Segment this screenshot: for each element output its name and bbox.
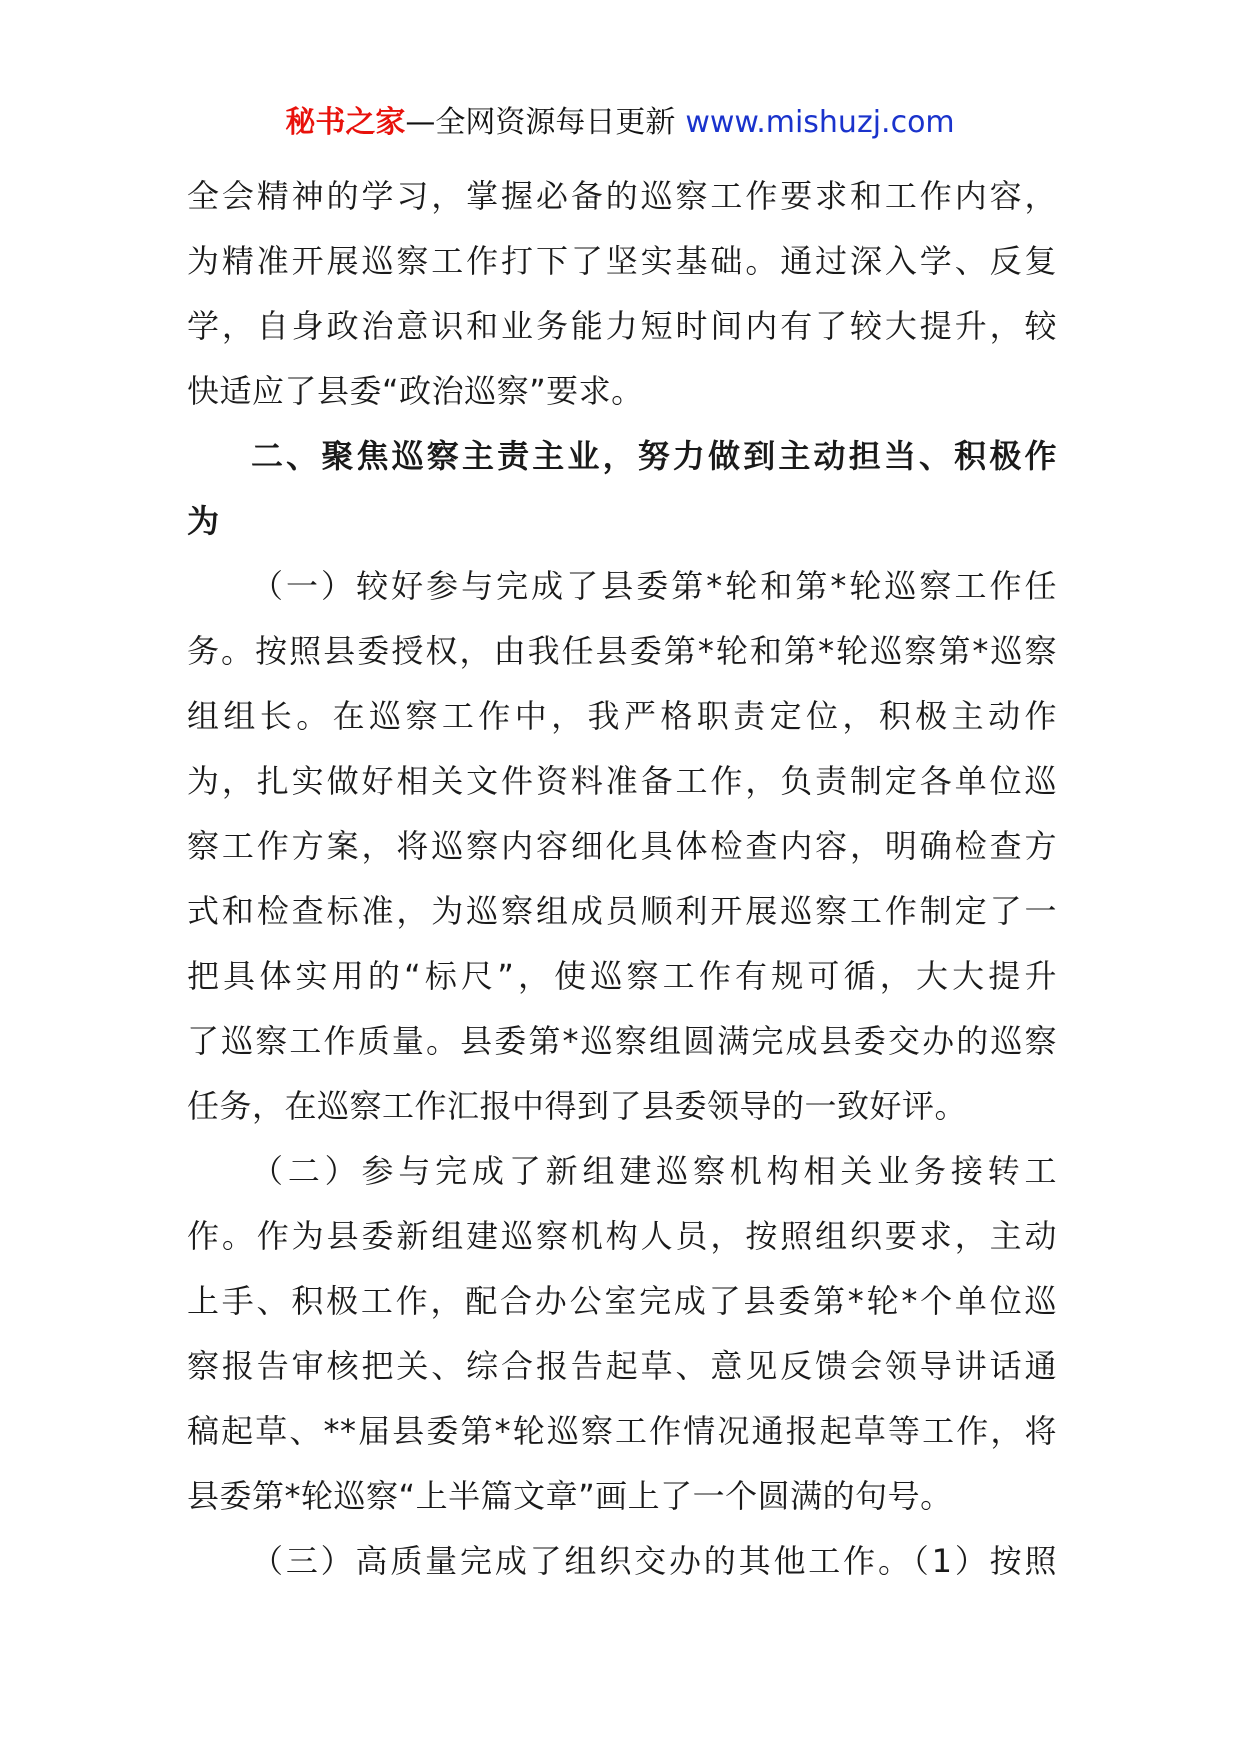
- text-line: 把具体实用的“标尺”，使巡察工作有规可循，大大提升: [187, 957, 1057, 995]
- text-line: 察工作方案，将巡察内容细化具体检查内容，明确检查方: [187, 827, 1057, 865]
- header-url-link[interactable]: www.mishuzj.com: [685, 105, 955, 140]
- text-line: 任务，在巡察工作汇报中得到了县委领导的一致好评。: [187, 1087, 968, 1125]
- text-line: 务。按照县委授权，由我任县委第*轮和第*轮巡察第*巡察: [187, 632, 1057, 670]
- text-line: 县委第*轮巡察“上半篇文章”画上了一个圆满的句号。: [187, 1477, 953, 1515]
- text-line: 全会精神的学习，掌握必备的巡察工作要求和工作内容，: [187, 177, 1057, 215]
- paragraph-first-line: （三）高质量完成了组织交办的其他工作。（1）按照: [251, 1542, 1057, 1580]
- text-line: 稿起草、**届县委第*轮巡察工作情况通报起草等工作，将: [187, 1412, 1057, 1450]
- text-line: 察报告审核把关、综合报告起草、意见反馈会领导讲话通: [187, 1347, 1057, 1385]
- text-line: 式和检查标准，为巡察组成员顺利开展巡察工作制定了一: [187, 892, 1057, 930]
- paragraph-first-line: （二）参与完成了新组建巡察机构相关业务接转工: [251, 1152, 1057, 1190]
- section-heading-continued: 为: [187, 502, 220, 540]
- text-line: 为，扎实做好相关文件资料准备工作，负责制定各单位巡: [187, 762, 1057, 800]
- paragraph-first-line: （一）较好参与完成了县委第*轮和第*轮巡察工作任: [251, 567, 1057, 605]
- text-line: 为精准开展巡察工作打下了坚实基础。通过深入学、反复: [187, 242, 1057, 280]
- text-line: 了巡察工作质量。县委第*巡察组圆满完成县委交办的巡察: [187, 1022, 1057, 1060]
- header-brand: 秘书之家: [285, 105, 406, 140]
- page-header: [0, 101, 1240, 145]
- text-line: 快适应了县委“政治巡察”要求。: [187, 372, 644, 410]
- text-line: 学，自身政治意识和业务能力短时间内有了较大提升，较: [187, 307, 1057, 345]
- document-body: [187, 164, 1057, 1594]
- text-line: 组组长。在巡察工作中，我严格职责定位，积极主动作: [187, 697, 1057, 735]
- text-line: 作。作为县委新组建巡察机构人员，按照组织要求，主动: [187, 1217, 1057, 1255]
- header-tagline: —全网资源每日更新: [405, 105, 676, 140]
- text-line: 上手、积极工作，配合办公室完成了县委第*轮*个单位巡: [187, 1282, 1057, 1320]
- section-heading: 二、聚焦巡察主责主业，努力做到主动担当、积极作: [251, 437, 1057, 475]
